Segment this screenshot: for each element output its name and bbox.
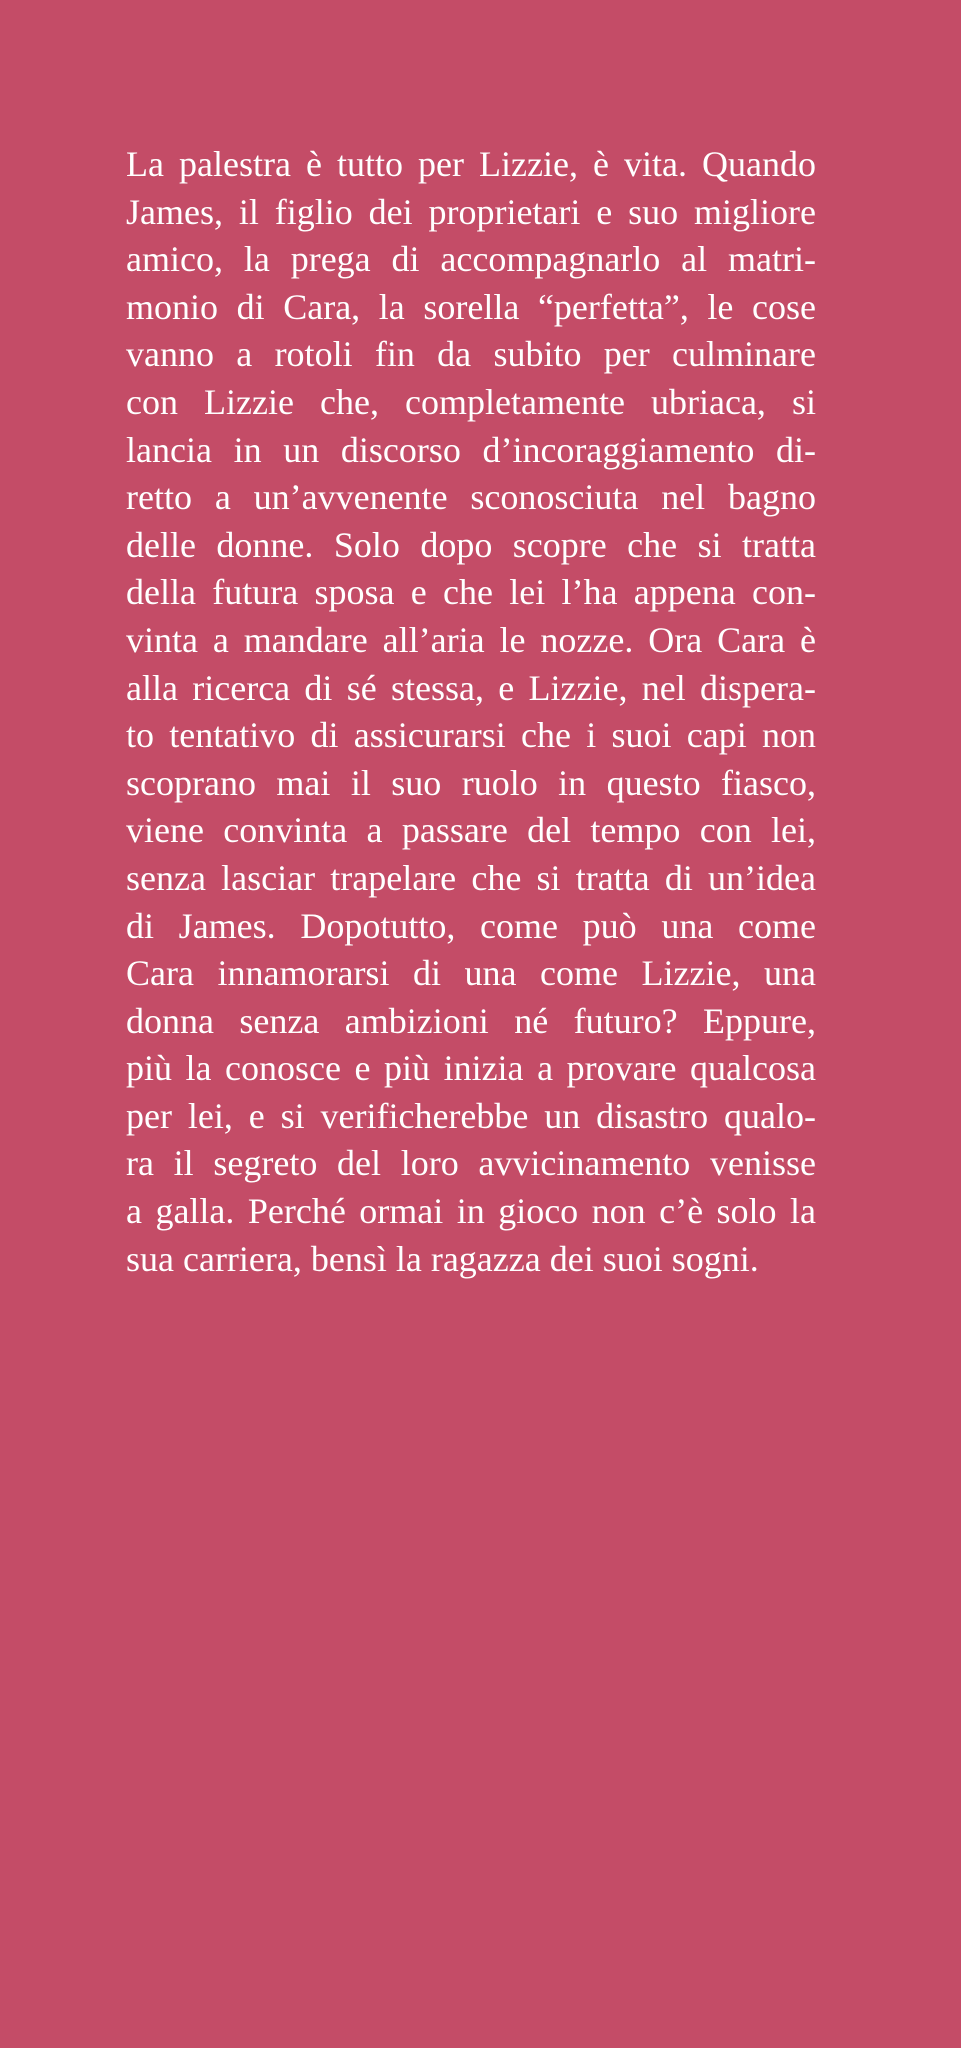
blurb-line: alla ricerca di sé stessa, e Lizzie, nel dispera- (126, 667, 816, 708)
blurb-line: più la conosce e più inizia a provare qualcosa (126, 1048, 816, 1089)
blurb-line: viene convinta a passare del tempo con lei, (126, 810, 816, 851)
blurb-line: Cara innamorarsi di una come Lizzie, una (126, 953, 816, 994)
blurb-line: per lei, e si verificherebbe un disastro qualo- (126, 1095, 816, 1136)
blurb-line: ra il segreto del loro avvicinamento venisse (126, 1143, 816, 1184)
blurb-line: La palestra è tutto per Lizzie, è vita. Quando (126, 144, 816, 184)
blurb-line: donna senza ambizioni né futuro? Eppure, (126, 1000, 816, 1041)
blurb-line: con Lizzie che, completamente ubriaca, si (126, 381, 816, 422)
blurb-line: amico, la prega di accompagnarlo al matri- (126, 239, 816, 280)
blurb-line: to tentativo di assicurarsi che i suoi capi non (126, 715, 816, 756)
blurb-line: scoprano mai il suo ruolo in questo fiasco, (126, 762, 816, 803)
blurb-line: di James. Dopotutto, come può una come (126, 905, 816, 946)
blurb-line: senza lasciar trapelare che si tratta di un’idea (126, 857, 816, 898)
blurb-line: a galla. Perché ormai in gioco non c’è solo la (126, 1191, 816, 1232)
blurb-line: vanno a rotoli fin da subito per culminare (126, 334, 816, 375)
blurb-line: sua carriera, bensì la ragazza dei suoi sogni. (126, 1238, 759, 1279)
blurb-line: delle donne. Solo dopo scopre che si tratta (126, 524, 816, 565)
blurb-paragraph (126, 141, 816, 1283)
blurb-line: della futura sposa e che lei l’ha appena con- (126, 572, 816, 613)
blurb-line: retto a un’avvenente sconosciuta nel bagno (126, 477, 816, 518)
blurb-line: vinta a mandare all’aria le nozze. Ora Cara è (126, 619, 816, 660)
blurb-line: lancia in un discorso d’incoraggiamento di- (126, 429, 816, 470)
blurb-line: monio di Cara, la sorella “perfetta”, le cose (126, 286, 816, 327)
blurb-line: James, il figlio dei proprietari e suo migliore (126, 191, 816, 232)
